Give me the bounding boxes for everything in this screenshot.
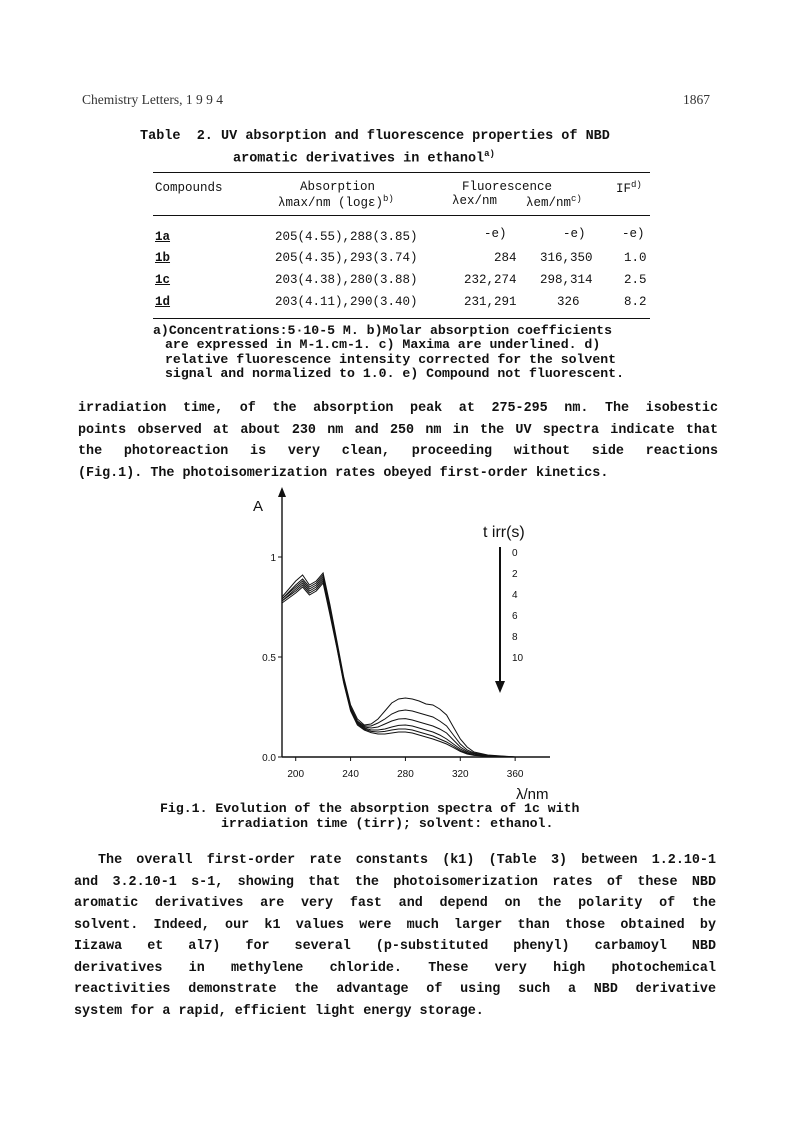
paragraph-line: (Fig.1). The photoisomerization rates obeyed first-order kinetics.: [78, 465, 609, 481]
cell-absorption: 205(4.55),288(3.85): [275, 230, 418, 244]
cell-ex: 232,274: [464, 273, 517, 287]
cell-absorption: 203(4.38),280(3.88): [275, 273, 418, 287]
figure-caption-line2: irradiation time (tirr); solvent: ethanol.: [221, 816, 554, 831]
cell-if: 2.5: [624, 273, 647, 287]
col-header-em: λem/$nm^{c)}$: [526, 194, 582, 211]
cell-ex: 284: [494, 251, 517, 265]
table-caption-line2: aromatic derivatives in ethanol$^{a)}$: [233, 149, 495, 167]
journal-header: Chemistry Letters, 1 9 9 4: [82, 92, 223, 107]
spectrum-curve: [282, 575, 515, 757]
cell-em: 298,314: [540, 273, 593, 287]
cell-ex: 231,291: [464, 295, 517, 309]
x-tick-label: 200: [287, 769, 305, 780]
y-axis-arrow: [278, 487, 286, 497]
paragraph-line: Iizawa et al7) for several (p-substituted phenyl) carbamoyl NBD: [74, 939, 716, 954]
legend-item: 6: [512, 611, 518, 622]
x-tick-label: 320: [451, 769, 469, 780]
absorption-spectra-chart: [240, 485, 580, 805]
cell-absorption: 203(4.11),290(3.40): [275, 295, 418, 309]
cell-em: 326: [557, 295, 580, 309]
cell-if: 1.0: [624, 251, 647, 265]
page-number: 1867: [683, 92, 710, 107]
paragraph-line: The overall first-order rate constants (k1) (Table 3) between 1.2.10-1: [98, 853, 716, 868]
paragraph-line: aromatic derivatives are very fast and depend on the polarity of the: [74, 896, 716, 911]
x-tick-label: 240: [342, 769, 359, 780]
col-header-absorption: Absorption: [300, 180, 376, 194]
paragraph-1: [78, 398, 718, 484]
chart-series: [282, 573, 515, 757]
cell-compound: 1b: [155, 251, 171, 265]
spectrum-curve: [282, 581, 515, 757]
spectrum-curve: [282, 579, 515, 757]
x-axis-label: λ/nm: [516, 786, 549, 803]
table-note-4: signal and normalized to 1.0. e) Compound not fluorescent.: [165, 366, 624, 381]
chart-legend: [483, 524, 525, 693]
paragraph-line: solvent. Indeed, our k1 values were much larger than those obtained by: [74, 917, 716, 933]
cell-compound: 1d: [155, 295, 171, 309]
paragraph-line: and 3.2.10-1 s-1, showing that the photoisomerization rates of these NBD: [74, 874, 716, 890]
x-tick-label: 360: [506, 769, 524, 780]
cell-if: 8.2: [624, 295, 647, 309]
y-tick-label: 0.0: [262, 753, 276, 764]
paragraph-2: [74, 850, 716, 1022]
legend-arrow-head: [495, 681, 505, 693]
paragraph-line: derivatives in methylene chloride. These very high photochemical: [74, 960, 716, 976]
cell-compound: 1c: [155, 273, 171, 287]
table-bottom-rule: [153, 318, 650, 319]
legend-item: 10: [512, 653, 524, 664]
figure-caption-line1: Fig.1. Evolution of the absorption spectra of 1c with: [160, 801, 580, 816]
cell-compound: 1a: [155, 230, 171, 244]
col-header-compounds: Compounds: [155, 181, 223, 195]
table-header-rule: [153, 215, 650, 216]
x-tick-label: 280: [397, 769, 414, 780]
cell-if: -e): [622, 227, 645, 241]
y-tick-label: 1: [270, 553, 276, 564]
col-header-fluorescence: Fluorescence: [462, 180, 553, 194]
cell-em: -e): [563, 227, 586, 241]
table-note-1: a)Concentrations:5·10-5 M. b)Molar absorption coefficients: [153, 323, 612, 338]
y-axis-label: A: [253, 498, 264, 515]
col-header-if: IF$^{d)}$: [616, 180, 642, 197]
paragraph-line: irradiation time, of the absorption peak at 275-295 nm. The isobestic: [78, 401, 718, 416]
table-note-3: relative fluorescence intensity corrected for the solvent: [165, 352, 617, 367]
col-header-ex: λex/nm: [452, 194, 498, 208]
legend-item: 0: [512, 548, 518, 559]
col-header-absorption-sub: λmax/nm $(\log\varepsilon)^{b)}$: [278, 194, 394, 211]
legend-item: 2: [512, 569, 518, 580]
legend-item: 8: [512, 632, 518, 643]
legend-title: t irr(s): [483, 524, 525, 541]
cell-ex: -e): [484, 227, 507, 241]
paragraph-line: points observed at about 230 nm and 250 nm in the UV spectra indicate that: [78, 422, 718, 438]
cell-absorption: 205(4.35),293(3.74): [275, 251, 418, 265]
spectrum-curve: [282, 577, 515, 757]
cell-em: 316,350: [540, 251, 593, 265]
table-caption-line1: Table 2. UV absorption and fluorescence properties of NBD: [140, 129, 610, 144]
spectrum-curve: [282, 583, 515, 757]
paragraph-line: reactivities demonstrate the advantage of using such a NBD derivative: [74, 982, 716, 997]
paragraph-line: the photoreaction is very clean, proceeding without side reactions: [78, 444, 718, 459]
y-tick-label: 0.5: [262, 653, 276, 664]
paragraph-line: system for a rapid, efficient light energy storage.: [74, 1003, 484, 1019]
table-top-rule: [153, 172, 650, 173]
table-note-2: are expressed in M-1.cm-1. c) Maxima are underlined. d): [165, 337, 601, 352]
legend-item: 4: [512, 590, 518, 601]
